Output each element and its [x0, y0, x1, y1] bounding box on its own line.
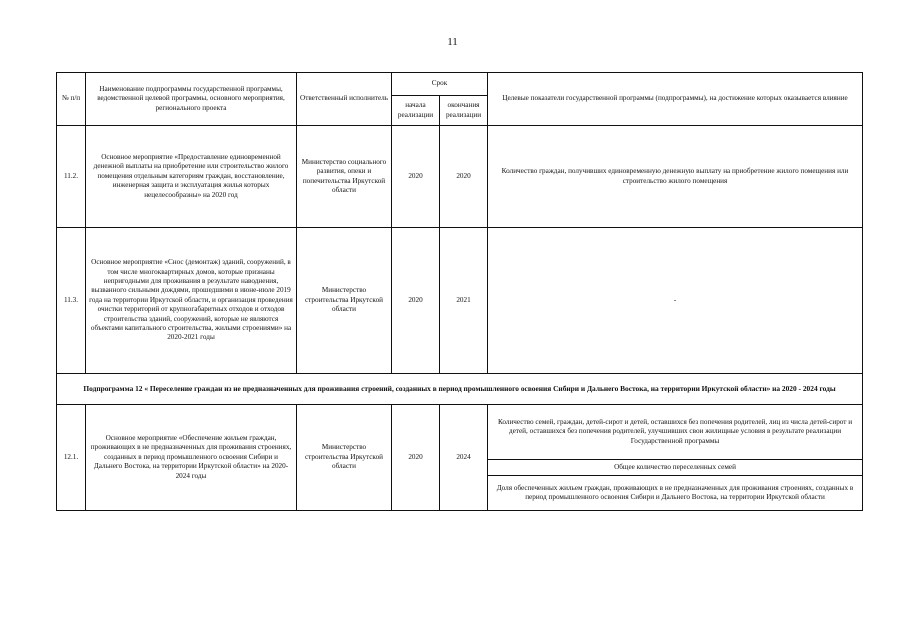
subprogram-title: Подпрограмма 12 « Переселение граждан из не предназначенных для проживания строений, созданных в период промышленного освоения Сибири и Дальнего Востока, на территории Иркутской области» на 2020 - 2024 годы: [57, 374, 863, 405]
table-row: [57, 405, 863, 460]
row-number: 11.2.: [57, 126, 86, 228]
row-indicator: Количество граждан, получивших единовременную денежную выплату на приобретение жилого помещения или строительство жилого помещения: [488, 126, 863, 228]
row-end: 2021: [440, 228, 488, 374]
row-indicator: -: [488, 228, 863, 374]
header-start: начала реализации: [392, 96, 440, 126]
row-number: 11.3.: [57, 228, 86, 374]
table-header-row: [57, 73, 863, 96]
row-number: 12.1.: [57, 405, 86, 511]
row-executor: Министерство строительства Иркутской области: [297, 228, 392, 374]
row-executor: Министерство социального развития, опеки и попечительства Иркутской области: [297, 126, 392, 228]
header-end: окончания реализации: [440, 96, 488, 126]
row-indicator: Общее количество переселенных семей: [488, 460, 863, 476]
subprogram-row: [57, 374, 863, 405]
header-indicators: Целевые показатели государственной программы (подпрограммы), на достижение которых оказывается влияние: [488, 73, 863, 126]
row-indicator: Количество семей, граждан, детей-сирот и детей, оставшихся без попечения родителей, лиц из числа детей-сирот и детей, оставшихся без попечения родителей, улучшивших свои жилищные условия в результате реализации Государственной программы: [488, 405, 863, 460]
header-term: Срок: [392, 73, 488, 96]
header-name: Наименование подпрограммы государственной программы, ведомственной целевой программы, основного мероприятия, регионального проекта: [86, 73, 297, 126]
program-table: [56, 72, 863, 511]
table-row: [57, 126, 863, 228]
row-executor: Министерство строительства Иркутской области: [297, 405, 392, 511]
row-name: Основное мероприятие «Обеспечение жильем граждан, проживающих в не предназначенных для проживания строениях, созданных в период промышленного освоения Сибири и Дальнего Востока, на территории Иркутской области» на 2020-2024 годы: [86, 405, 297, 511]
row-start: 2020: [392, 228, 440, 374]
row-start: 2020: [392, 126, 440, 228]
header-number: № п/п: [57, 73, 86, 126]
row-end: 2020: [440, 126, 488, 228]
row-indicator: Доля обеспеченных жильем граждан, проживающих в не предназначенных для проживания строениях, созданных в период промышленного освоения Сибири и Дальнего Востока, на территории Иркутской области: [488, 476, 863, 511]
row-end: 2024: [440, 405, 488, 511]
header-executor: Ответственный исполнитель: [297, 73, 392, 126]
row-start: 2020: [392, 405, 440, 511]
table-row: [57, 228, 863, 374]
row-name: Основное мероприятие «Снос (демонтаж) зданий, сооружений, в том числе многоквартирных домов, которые признаны непригодными для проживания в результате наводнения, вызванного сильными дождями, прошедшими в июне-июле 2019 года на территории Иркутской области, и организация проведения очистки территорий от крупногабаритных отходов и отходов строительства зданий, сооружений, которые не являются объектами капитального строительства, жилыми строениями» на 2020-2021 годы: [86, 228, 297, 374]
page-number: 11: [447, 36, 458, 48]
row-name: Основное мероприятие «Предоставление единовременной денежной выплаты на приобретение или строительство жилого помещения отдельным категориям граждан, восстановление, инженерная защита и эксплуатация жилья которых нецелесообразны» на 2020 год: [86, 126, 297, 228]
